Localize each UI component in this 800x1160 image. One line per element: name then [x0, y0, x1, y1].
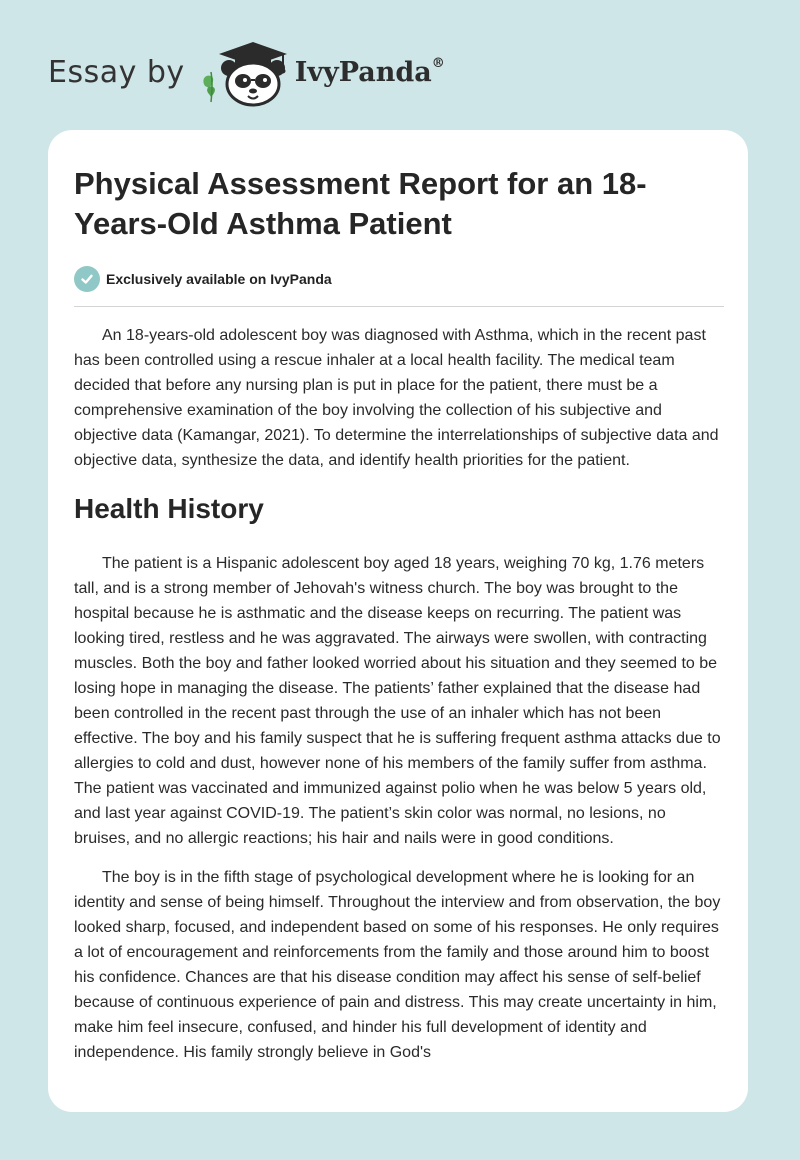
body-paragraph: The patient is a Hispanic adolescent boy aged 18 years, weighing 70 kg, 1.76 meters tall, and is a strong member of Jehovah's witness church. The boy was brought to the hospital because he is asthmatic and the disease keeps on recurring. The patient was looking tired, restless and he was aggravated. The airways were swollen, with contracting muscles. Both the boy and father looked worried about his situation and they seemed to be losing hope in managing the disease. The patients’ father explained that the disease had been controlled in the recent past through the use of an inhaler which has not been effective. The boy and his family suspect that he is suffering frequent asthma attacks due to allergies to cold and dust, however none of his members of the family suffer from asthma. The patient was vaccinated and immunized against polio when he was below 5 years old, and last year against COVID-19. The patient’s skin color was normal, no lesions, no bruises, and no allergic reactions; his hair and nails were in good conditions.	[74, 555, 721, 847]
registered-mark: ®	[431, 55, 445, 71]
essay-card	[48, 130, 748, 1112]
essay-by-label: Essay by	[48, 54, 185, 90]
essay-content	[74, 164, 724, 1065]
exclusive-badge	[74, 266, 724, 292]
essay-title: Physical Assessment Report for an 18-Years-Old Asthma Patient	[74, 166, 647, 241]
check-circle-icon	[74, 266, 100, 292]
brand-name[interactable]	[295, 57, 445, 88]
divider	[74, 306, 724, 307]
ivypanda-panda-logo-icon[interactable]	[199, 36, 291, 108]
brand-text: IvyPanda	[294, 56, 432, 88]
section-heading: Health History	[74, 493, 264, 524]
intro-paragraph: An 18-years-old adolescent boy was diagnosed with Asthma, which in the recent past has been controlled using a rescue inhaler at a local health facility. The medical team decided that before any nursing plan is put in place for the patient, there must be a comprehensive examination of the boy involving the collection of his subjective and objective data (Kamangar, 2021). To determine the interrelationships of subjective data and objective data, synthesize the data, and identify health priorities for the patient.	[74, 327, 719, 469]
exclusive-label: Exclusively available on IvyPanda	[106, 271, 332, 287]
site-header	[48, 36, 468, 108]
body-paragraph: The boy is in the fifth stage of psychological development where he is looking for an identity and sense of being himself. Throughout the interview and from observation, the boy looked sharp, focused, and independent based on some of his responses. He only requires a lot of encouragement and reinforcements from the family and those around him to boost his confidence. Chances are that his disease condition may affect his sense of self-belief because of continuous experience of pain and distress. This may create uncertainty in him, make him feel insecure, confused, and hinder his full development of identity and independence. His family strongly believe in God's	[74, 869, 721, 1061]
